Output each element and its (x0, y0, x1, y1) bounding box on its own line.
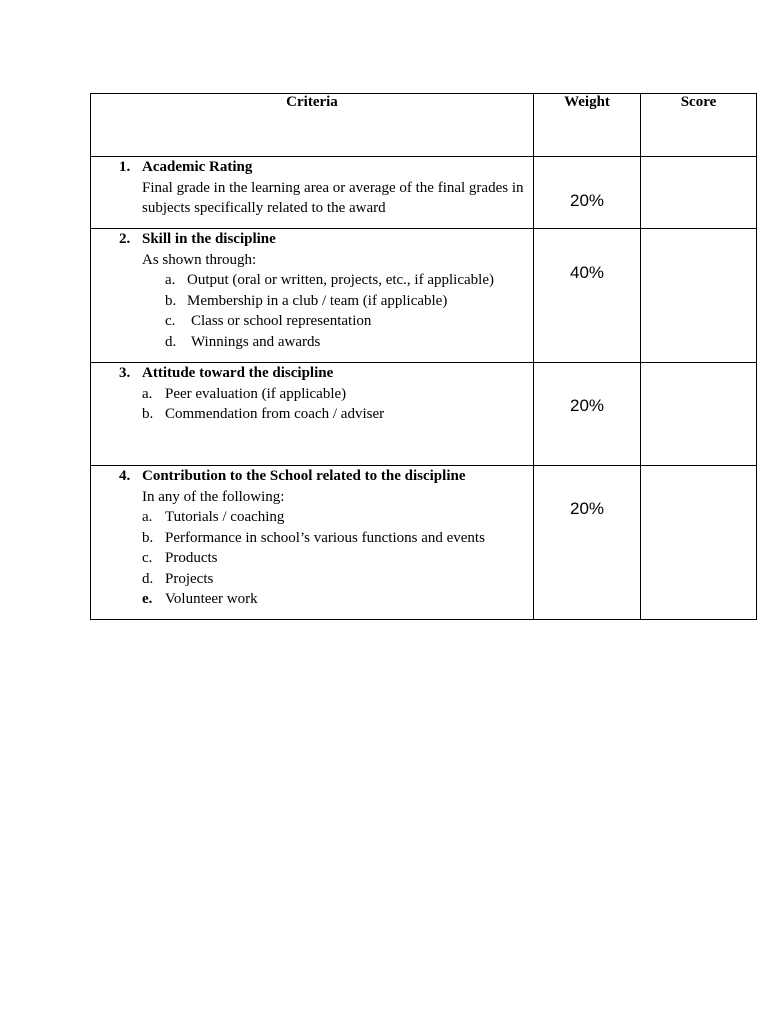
criterion-intro: As shown through: (142, 251, 257, 268)
score-cell (641, 466, 757, 620)
list-marker: d. (142, 570, 154, 587)
weight-value: 20% (569, 191, 605, 210)
list-marker: a. (142, 509, 153, 525)
criteria-table (90, 93, 757, 620)
criterion-number: 2. (119, 231, 131, 247)
list-text: Performance in school’s various functions and events (165, 529, 485, 546)
criterion-title: Academic Rating (142, 159, 253, 175)
list-item (165, 291, 607, 312)
list-item (165, 311, 607, 332)
list-text: Winnings and awards (191, 333, 321, 350)
list-item (142, 548, 584, 569)
list-marker: d. (165, 333, 177, 350)
table-row (91, 229, 757, 363)
header-row (91, 94, 757, 157)
list-text: Output (oral or written, projects, etc., if applicable) (187, 272, 494, 288)
list-text: Volunteer work (165, 591, 258, 607)
list-marker: a. (165, 272, 176, 288)
list-text: Products (165, 550, 218, 566)
list-item (142, 528, 584, 549)
table-row (91, 363, 757, 466)
list-marker: e. (142, 591, 153, 607)
table-row (91, 466, 757, 620)
list-item (142, 507, 584, 528)
table-row (91, 157, 757, 229)
list-marker: b. (142, 529, 154, 546)
list-text: Membership in a club / team (if applicable) (187, 292, 448, 309)
criteria-cell (91, 229, 534, 363)
score-cell (641, 157, 757, 229)
score-cell (641, 229, 757, 363)
criterion-number: 1. (119, 159, 131, 175)
criteria-cell (91, 157, 534, 229)
criterion-title: Attitude toward the discipline (142, 365, 334, 381)
list-marker: b. (142, 406, 154, 422)
list-text: Peer evaluation (if applicable) (165, 385, 347, 402)
criterion-number: 4. (119, 468, 131, 484)
weight-value: 20% (569, 499, 605, 518)
list-marker: c. (165, 313, 176, 329)
criteria-cell (91, 466, 534, 620)
weight-value: 40% (569, 263, 605, 282)
criteria-cell (91, 363, 534, 466)
header-weight: Weight (534, 94, 641, 157)
list-item (165, 270, 607, 291)
list-text: Class or school representation (191, 313, 372, 329)
criterion-intro: In any of the following: (142, 488, 285, 505)
criterion-title: Contribution to the School related to the discipline (142, 468, 466, 484)
header-criteria: Criteria (91, 94, 534, 157)
list-item (165, 332, 607, 353)
criterion-title: Skill in the discipline (142, 231, 276, 247)
list-item (142, 384, 584, 405)
list-marker: a. (142, 385, 153, 402)
criterion-number: 3. (119, 365, 131, 381)
list-marker: c. (142, 550, 153, 566)
header-score: Score (641, 94, 757, 157)
weight-cell (534, 157, 641, 229)
list-item (142, 589, 584, 610)
criterion-description: Final grade in the learning area or average of the final grades in subjects specifically related to the award (142, 179, 524, 216)
score-cell (641, 363, 757, 466)
list-text: Tutorials / coaching (165, 509, 285, 525)
list-item (142, 569, 584, 590)
list-marker: b. (165, 292, 177, 309)
list-item (142, 404, 584, 425)
weight-value: 20% (569, 396, 605, 415)
list-text: Projects (165, 570, 214, 587)
list-text: Commendation from coach / adviser (165, 406, 385, 422)
